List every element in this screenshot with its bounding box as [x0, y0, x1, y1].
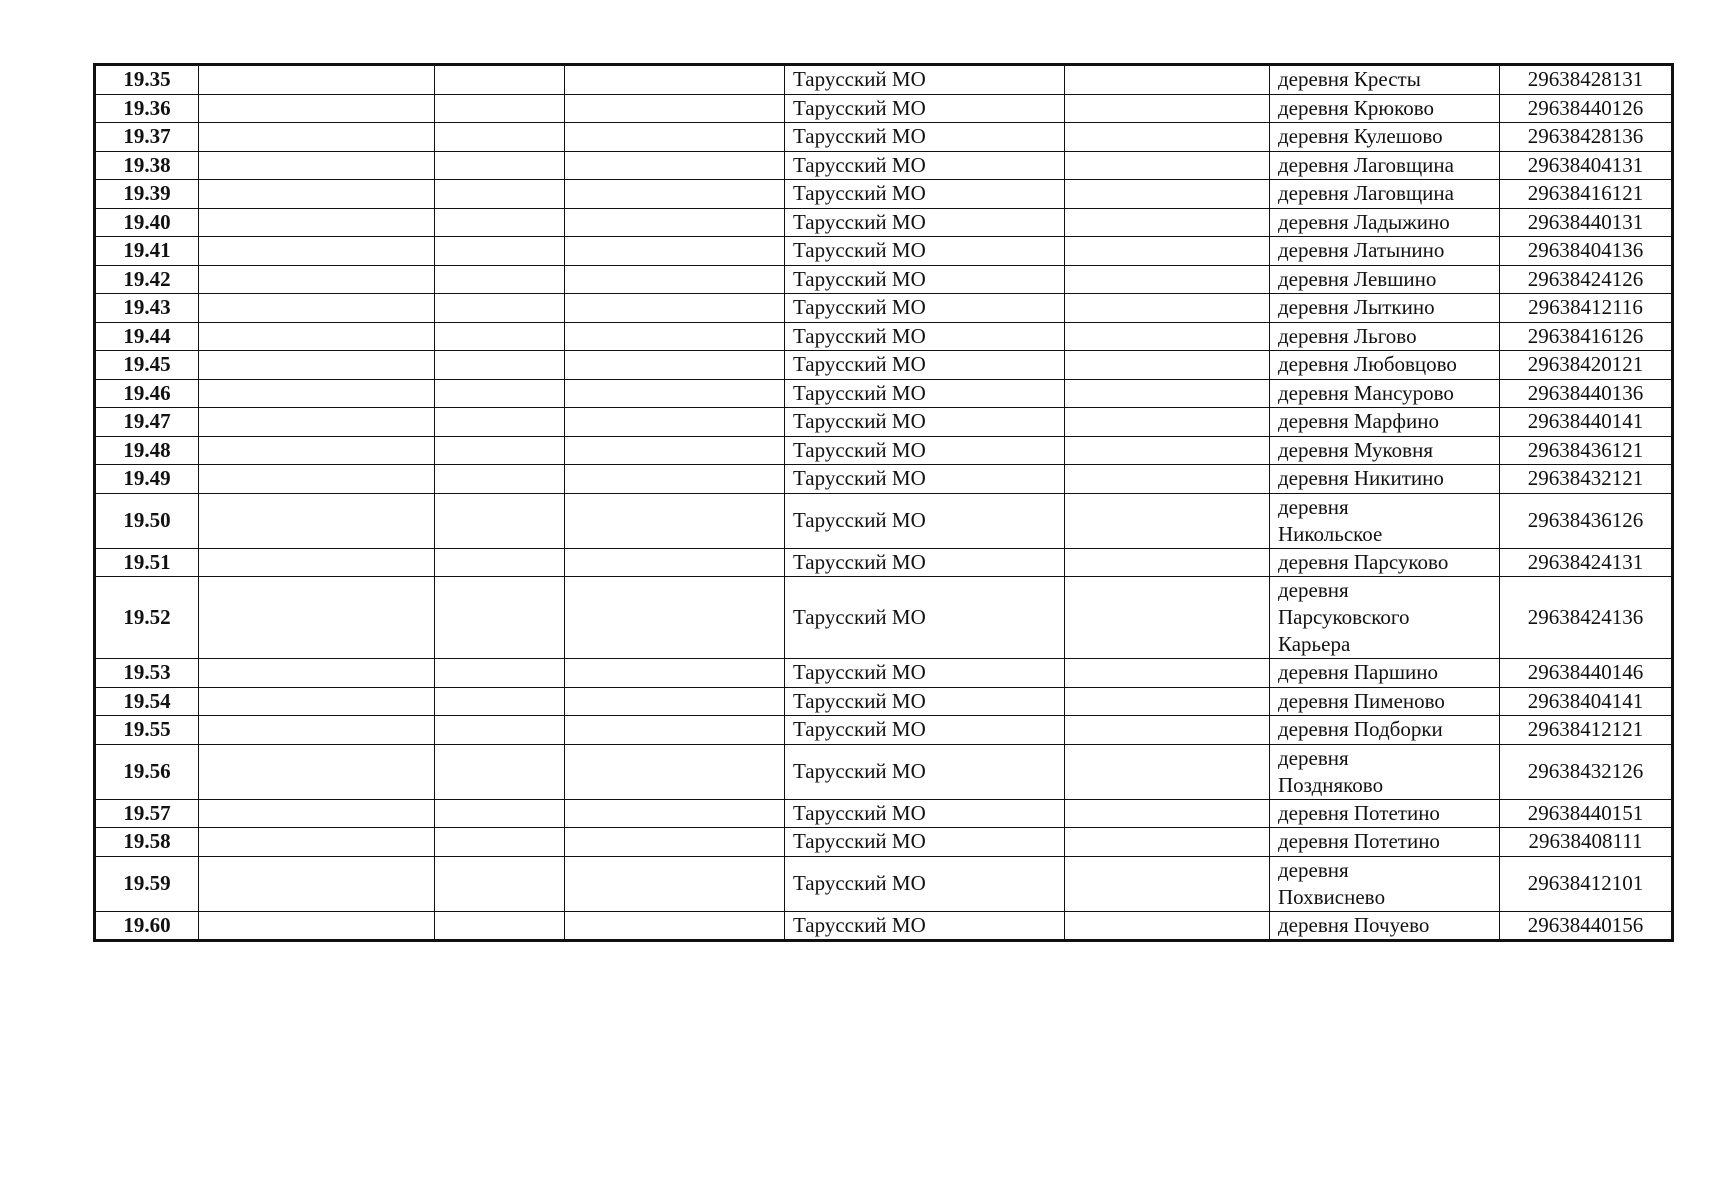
municipality-cell: Тарусский МО	[785, 123, 1065, 152]
empty-cell	[1065, 716, 1270, 745]
empty-cell	[1065, 180, 1270, 209]
empty-cell	[199, 799, 435, 828]
settlement-name-line: деревня Латынино	[1278, 238, 1445, 263]
oktmo-code-cell: 29638440146	[1500, 659, 1673, 688]
empty-cell	[199, 322, 435, 351]
empty-cell	[565, 208, 785, 237]
municipality-cell: Тарусский МО	[785, 493, 1065, 548]
settlement-name-cell	[1270, 408, 1500, 437]
table-row	[95, 465, 1673, 494]
empty-cell	[1065, 493, 1270, 548]
empty-cell	[1065, 687, 1270, 716]
empty-cell	[1065, 799, 1270, 828]
settlement-name-line: деревня Левшино	[1278, 266, 1437, 291]
empty-cell	[199, 856, 435, 911]
municipality-cell: Тарусский МО	[785, 265, 1065, 294]
municipality-cell: Тарусский МО	[785, 237, 1065, 266]
settlement-name-line: деревня Кресты	[1278, 67, 1421, 92]
table-row	[95, 151, 1673, 180]
empty-cell	[199, 659, 435, 688]
empty-cell	[1065, 856, 1270, 911]
empty-cell	[435, 123, 565, 152]
municipality-cell: Тарусский МО	[785, 94, 1065, 123]
empty-cell	[199, 237, 435, 266]
empty-cell	[435, 180, 565, 209]
empty-cell	[435, 493, 565, 548]
empty-cell	[565, 436, 785, 465]
table-row	[95, 744, 1673, 799]
empty-cell	[565, 911, 785, 941]
table-row	[95, 911, 1673, 941]
empty-cell	[565, 237, 785, 266]
empty-cell	[1065, 436, 1270, 465]
empty-cell	[435, 408, 565, 437]
table-row	[95, 65, 1673, 95]
empty-cell	[1065, 548, 1270, 577]
municipality-cell: Тарусский МО	[785, 687, 1065, 716]
municipality-cell: Тарусский МО	[785, 151, 1065, 180]
oktmo-code-cell: 29638412116	[1500, 294, 1673, 323]
empty-cell	[1065, 577, 1270, 659]
empty-cell	[435, 799, 565, 828]
municipality-cell: Тарусский МО	[785, 351, 1065, 380]
municipality-cell: Тарусский МО	[785, 799, 1065, 828]
empty-cell	[435, 659, 565, 688]
settlement-name-cell	[1270, 493, 1500, 548]
municipality-cell: Тарусский МО	[785, 659, 1065, 688]
settlement-name-line: деревня Муковня	[1278, 437, 1433, 462]
settlement-name-line: деревня Потетино	[1278, 800, 1440, 825]
empty-cell	[565, 744, 785, 799]
settlement-name-line: деревня	[1278, 578, 1349, 602]
empty-cell	[565, 659, 785, 688]
settlement-name-line: деревня	[1278, 857, 1349, 882]
empty-cell	[565, 94, 785, 123]
empty-cell	[565, 828, 785, 857]
table-row	[95, 237, 1673, 266]
oktmo-code-cell: 29638404131	[1500, 151, 1673, 180]
empty-cell	[199, 911, 435, 941]
settlement-name-line: деревня Лаговщина	[1278, 181, 1454, 206]
table-row	[95, 799, 1673, 828]
empty-cell	[565, 180, 785, 209]
row-number-cell: 19.42	[95, 265, 199, 294]
empty-cell	[1065, 294, 1270, 323]
settlement-name-line: деревня Кулешово	[1278, 124, 1443, 149]
settlement-name-line: деревня	[1278, 494, 1349, 519]
empty-cell	[199, 265, 435, 294]
empty-cell	[199, 493, 435, 548]
empty-cell	[435, 94, 565, 123]
settlement-name-cell	[1270, 659, 1500, 688]
table-row	[95, 351, 1673, 380]
table-row	[95, 180, 1673, 209]
oktmo-code-cell: 29638416121	[1500, 180, 1673, 209]
empty-cell	[565, 799, 785, 828]
empty-cell	[565, 351, 785, 380]
oktmo-code-cell: 29638440136	[1500, 379, 1673, 408]
settlement-name-cell	[1270, 123, 1500, 152]
row-number-cell: 19.46	[95, 379, 199, 408]
empty-cell	[1065, 151, 1270, 180]
settlement-name-line: Поздняково	[1278, 772, 1384, 797]
row-number-cell: 19.58	[95, 828, 199, 857]
table-row	[95, 123, 1673, 152]
empty-cell	[199, 548, 435, 577]
empty-cell	[1065, 265, 1270, 294]
empty-cell	[1065, 408, 1270, 437]
oktmo-code-cell: 29638436121	[1500, 436, 1673, 465]
empty-cell	[199, 828, 435, 857]
settlement-name-line: деревня Лаговщина	[1278, 152, 1454, 177]
settlement-name-line: деревня	[1278, 745, 1349, 770]
row-number-cell: 19.39	[95, 180, 199, 209]
settlement-name-cell	[1270, 465, 1500, 494]
empty-cell	[1065, 94, 1270, 123]
empty-cell	[435, 237, 565, 266]
settlement-name-line: Парсуковского	[1278, 605, 1410, 629]
municipality-cell: Тарусский МО	[785, 856, 1065, 911]
settlement-name-line: деревня Почуево	[1278, 912, 1430, 937]
row-number-cell: 19.43	[95, 294, 199, 323]
municipality-cell: Тарусский МО	[785, 294, 1065, 323]
empty-cell	[565, 265, 785, 294]
empty-cell	[435, 265, 565, 294]
empty-cell	[1065, 123, 1270, 152]
municipality-cell: Тарусский МО	[785, 180, 1065, 209]
table-row	[95, 577, 1673, 659]
table-body	[95, 65, 1673, 941]
table-row	[95, 716, 1673, 745]
empty-cell	[565, 151, 785, 180]
table-row	[95, 856, 1673, 911]
empty-cell	[435, 294, 565, 323]
empty-cell	[199, 294, 435, 323]
row-number-cell: 19.36	[95, 94, 199, 123]
settlements-table	[93, 63, 1674, 942]
empty-cell	[199, 151, 435, 180]
oktmo-code-cell: 29638424136	[1500, 577, 1673, 659]
settlement-name-line: деревня Лыткино	[1278, 295, 1435, 320]
row-number-cell: 19.37	[95, 123, 199, 152]
empty-cell	[435, 687, 565, 716]
settlement-name-line: Карьера	[1278, 632, 1351, 656]
oktmo-code-cell: 29638432126	[1500, 744, 1673, 799]
municipality-cell: Тарусский МО	[785, 744, 1065, 799]
empty-cell	[199, 577, 435, 659]
row-number-cell: 19.51	[95, 548, 199, 577]
settlement-name-cell	[1270, 856, 1500, 911]
settlement-name-line: деревня Подборки	[1278, 717, 1443, 742]
oktmo-code-cell: 29638432121	[1500, 465, 1673, 494]
settlement-name-line: деревня Мансурово	[1278, 380, 1454, 405]
settlement-name-line: деревня Паршино	[1278, 660, 1439, 685]
row-number-cell: 19.53	[95, 659, 199, 688]
empty-cell	[565, 856, 785, 911]
empty-cell	[565, 123, 785, 152]
settlement-name-cell	[1270, 180, 1500, 209]
row-number-cell: 19.47	[95, 408, 199, 437]
municipality-cell: Тарусский МО	[785, 208, 1065, 237]
municipality-cell: Тарусский МО	[785, 911, 1065, 941]
row-number-cell: 19.57	[95, 799, 199, 828]
row-number-cell: 19.40	[95, 208, 199, 237]
empty-cell	[565, 577, 785, 659]
oktmo-code-cell: 29638412121	[1500, 716, 1673, 745]
table-row	[95, 659, 1673, 688]
settlement-name-cell	[1270, 265, 1500, 294]
row-number-cell: 19.56	[95, 744, 199, 799]
settlement-name-line: деревня Потетино	[1278, 829, 1440, 854]
empty-cell	[435, 465, 565, 494]
empty-cell	[565, 548, 785, 577]
table-row	[95, 828, 1673, 857]
row-number-cell: 19.59	[95, 856, 199, 911]
empty-cell	[199, 744, 435, 799]
oktmo-code-cell: 29638404141	[1500, 687, 1673, 716]
settlement-name-cell	[1270, 379, 1500, 408]
oktmo-code-cell: 29638440141	[1500, 408, 1673, 437]
settlement-name-line: деревня Льгово	[1278, 323, 1417, 348]
settlement-name-cell	[1270, 577, 1500, 659]
settlement-name-cell	[1270, 548, 1500, 577]
empty-cell	[1065, 744, 1270, 799]
settlement-name-line: деревня Никитино	[1278, 466, 1444, 491]
settlement-name-cell	[1270, 911, 1500, 941]
municipality-cell: Тарусский МО	[785, 577, 1065, 659]
settlement-name-line: Похвисневo	[1278, 884, 1386, 909]
table-row	[95, 687, 1673, 716]
row-number-cell: 19.55	[95, 716, 199, 745]
oktmo-code-cell: 29638436126	[1500, 493, 1673, 548]
empty-cell	[199, 408, 435, 437]
empty-cell	[435, 208, 565, 237]
row-number-cell: 19.38	[95, 151, 199, 180]
empty-cell	[435, 151, 565, 180]
settlement-name-cell	[1270, 436, 1500, 465]
oktmo-code-cell: 29638416126	[1500, 322, 1673, 351]
row-number-cell: 19.44	[95, 322, 199, 351]
row-number-cell: 19.52	[95, 577, 199, 659]
empty-cell	[1065, 208, 1270, 237]
settlement-name-cell	[1270, 65, 1500, 95]
empty-cell	[199, 123, 435, 152]
row-number-cell: 19.48	[95, 436, 199, 465]
settlement-name-cell	[1270, 828, 1500, 857]
empty-cell	[435, 548, 565, 577]
empty-cell	[199, 208, 435, 237]
row-number-cell: 19.35	[95, 65, 199, 95]
municipality-cell: Тарусский МО	[785, 828, 1065, 857]
municipality-cell: Тарусский МО	[785, 322, 1065, 351]
oktmo-code-cell: 29638428136	[1500, 123, 1673, 152]
settlement-name-cell	[1270, 687, 1500, 716]
empty-cell	[199, 94, 435, 123]
table-row	[95, 548, 1673, 577]
empty-cell	[1065, 379, 1270, 408]
settlement-name-cell	[1270, 744, 1500, 799]
empty-cell	[565, 493, 785, 548]
empty-cell	[1065, 828, 1270, 857]
table-row	[95, 94, 1673, 123]
empty-cell	[435, 828, 565, 857]
empty-cell	[1065, 659, 1270, 688]
row-number-cell: 19.60	[95, 911, 199, 941]
empty-cell	[199, 465, 435, 494]
empty-cell	[565, 379, 785, 408]
oktmo-code-cell: 29638440131	[1500, 208, 1673, 237]
table-row	[95, 294, 1673, 323]
settlement-name-line: деревня Марфино	[1278, 409, 1439, 434]
empty-cell	[435, 379, 565, 408]
empty-cell	[199, 180, 435, 209]
municipality-cell: Тарусский МО	[785, 379, 1065, 408]
empty-cell	[565, 294, 785, 323]
empty-cell	[1065, 322, 1270, 351]
oktmo-code-cell: 29638440156	[1500, 911, 1673, 941]
empty-cell	[1065, 465, 1270, 494]
empty-cell	[435, 577, 565, 659]
empty-cell	[199, 716, 435, 745]
row-number-cell: 19.50	[95, 493, 199, 548]
settlement-name-line: деревня Любовцово	[1278, 352, 1457, 377]
municipality-cell: Тарусский МО	[785, 65, 1065, 95]
table-row	[95, 379, 1673, 408]
settlement-name-cell	[1270, 294, 1500, 323]
row-number-cell: 19.54	[95, 687, 199, 716]
municipality-cell: Тарусский МО	[785, 465, 1065, 494]
empty-cell	[435, 716, 565, 745]
empty-cell	[199, 687, 435, 716]
empty-cell	[435, 744, 565, 799]
empty-cell	[199, 379, 435, 408]
empty-cell	[435, 911, 565, 941]
empty-cell	[565, 465, 785, 494]
settlement-name-cell	[1270, 716, 1500, 745]
row-number-cell: 19.49	[95, 465, 199, 494]
settlement-name-line: Никольское	[1278, 521, 1383, 546]
empty-cell	[435, 65, 565, 95]
empty-cell	[565, 408, 785, 437]
settlement-name-cell	[1270, 351, 1500, 380]
table-row	[95, 408, 1673, 437]
settlement-name-cell	[1270, 208, 1500, 237]
empty-cell	[199, 65, 435, 95]
empty-cell	[1065, 237, 1270, 266]
empty-cell	[199, 436, 435, 465]
oktmo-code-cell: 29638428131	[1500, 65, 1673, 95]
empty-cell	[565, 322, 785, 351]
empty-cell	[1065, 351, 1270, 380]
empty-cell	[435, 322, 565, 351]
empty-cell	[435, 856, 565, 911]
municipality-cell: Тарусский МО	[785, 408, 1065, 437]
oktmo-code-cell: 29638424126	[1500, 265, 1673, 294]
row-number-cell: 19.41	[95, 237, 199, 266]
table-row	[95, 436, 1673, 465]
table-row	[95, 265, 1673, 294]
municipality-cell: Тарусский МО	[785, 548, 1065, 577]
settlement-name-line: деревня Парсуково	[1278, 549, 1449, 574]
settlement-name-cell	[1270, 151, 1500, 180]
empty-cell	[435, 351, 565, 380]
municipality-cell: Тарусский МО	[785, 716, 1065, 745]
settlement-name-line: деревня Ладыжино	[1278, 209, 1450, 234]
oktmo-code-cell: 29638420121	[1500, 351, 1673, 380]
empty-cell	[435, 436, 565, 465]
empty-cell	[565, 687, 785, 716]
settlement-name-line: деревня Пименово	[1278, 688, 1445, 713]
settlement-name-cell	[1270, 322, 1500, 351]
oktmo-code-cell: 29638408111	[1500, 828, 1673, 857]
empty-cell	[565, 716, 785, 745]
oktmo-code-cell: 29638424131	[1500, 548, 1673, 577]
oktmo-code-cell: 29638440126	[1500, 94, 1673, 123]
oktmo-code-cell: 29638404136	[1500, 237, 1673, 266]
settlement-name-cell	[1270, 799, 1500, 828]
empty-cell	[1065, 65, 1270, 95]
oktmo-code-cell: 29638412101	[1500, 856, 1673, 911]
oktmo-code-cell: 29638440151	[1500, 799, 1673, 828]
row-number-cell: 19.45	[95, 351, 199, 380]
table-row	[95, 208, 1673, 237]
settlement-name-cell	[1270, 237, 1500, 266]
settlement-name-cell	[1270, 94, 1500, 123]
settlement-name-line: деревня Крюково	[1278, 95, 1434, 120]
empty-cell	[1065, 911, 1270, 941]
empty-cell	[565, 65, 785, 95]
municipality-cell: Тарусский МО	[785, 436, 1065, 465]
table-row	[95, 493, 1673, 548]
table-row	[95, 322, 1673, 351]
empty-cell	[199, 351, 435, 380]
